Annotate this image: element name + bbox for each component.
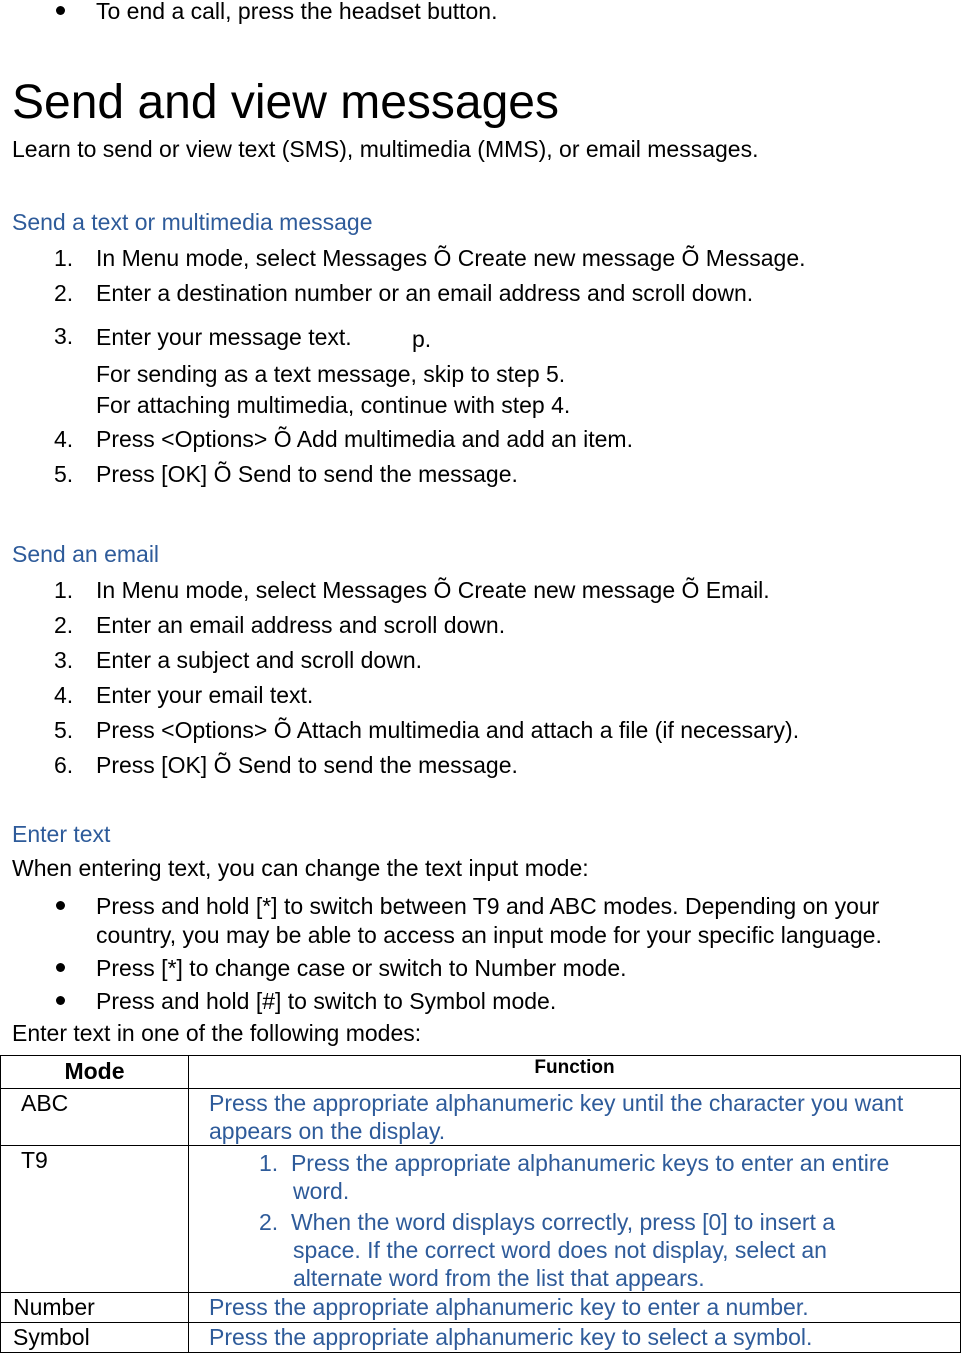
table-row <box>1 1146 961 1293</box>
intro-text: Learn to send or view text (SMS), multimedia (MMS), or email messages. <box>12 136 759 162</box>
step-text: Press [OK] Õ Send to send the message. <box>96 752 518 778</box>
step-text: Enter a destination number or an email address and scroll down. <box>96 280 754 306</box>
list-item: 1. Press the appropriate alphanumeric keys to enter an entire word. <box>259 1150 890 1204</box>
step-text: Enter your message text. <box>96 324 352 350</box>
bullet-text: country, you may be able to access an input mode for your specific language. <box>96 922 882 948</box>
function-cell: Press the appropriate alphanumeric key to enter a number. <box>189 1293 961 1323</box>
t9-steps <box>189 1146 960 1292</box>
table-row <box>1 1089 961 1146</box>
section-intro: When entering text, you can change the text input mode: <box>12 855 589 881</box>
stray-text: p. <box>412 326 432 352</box>
mode-cell: Symbol <box>1 1323 189 1353</box>
list-item: 2. When the word displays correctly, press [0] to insert a space. If the correct word does not display, select an alternate word from the list that appears. <box>259 1209 836 1291</box>
mode-cell: T9 <box>1 1146 189 1293</box>
step-number: 3. <box>54 647 74 673</box>
table-row <box>1 1323 961 1353</box>
function-cell: Press the appropriate alphanumeric key to select a symbol. <box>189 1323 961 1353</box>
table-header-mode: Mode <box>1 1056 189 1089</box>
section-heading-email: Send an email <box>12 541 160 567</box>
function-cell: Press the appropriate alphanumeric key until the character you want appears on the display. <box>189 1089 961 1146</box>
step-subtext: For attaching multimedia, continue with step 4. <box>96 392 571 418</box>
step-text: Enter a subject and scroll down. <box>96 647 423 673</box>
step-number: 2. <box>54 280 74 306</box>
table-header-function: Function <box>189 1056 961 1089</box>
function-cell <box>189 1146 961 1293</box>
bullet-text: Press and hold [#] to switch to Symbol mode. <box>96 988 557 1014</box>
bullet-dot <box>56 6 65 15</box>
step-number: 4. <box>54 426 74 452</box>
mode-cell: Number <box>1 1293 189 1323</box>
step-number: 4. <box>54 682 74 708</box>
step-text: Press <Options> Õ Add multimedia and add an item. <box>96 426 633 452</box>
step-text: In Menu mode, select Messages Õ Create new message Õ Email. <box>96 577 770 603</box>
step-number: 2. <box>54 612 74 638</box>
step-number: 1. <box>54 577 74 603</box>
step-text: Enter an email address and scroll down. <box>96 612 506 638</box>
step-number: 1. <box>54 245 74 271</box>
bullet-text: Press and hold [*] to switch between T9 and ABC modes. Depending on your <box>96 893 880 919</box>
bullet-dot <box>56 901 65 910</box>
bullet-dot <box>56 963 65 972</box>
mode-cell: ABC <box>1 1089 189 1146</box>
table-intro: Enter text in one of the following modes: <box>12 1020 422 1046</box>
step-text: Press <Options> Õ Attach multimedia and attach a file (if necessary). <box>96 717 800 743</box>
step-number: 5. <box>54 717 74 743</box>
step-text: Press [OK] Õ Send to send the message. <box>96 461 518 487</box>
step-number: 5. <box>54 461 74 487</box>
top-bullet-text: To end a call, press the headset button. <box>96 0 498 24</box>
page-title: Send and view messages <box>12 76 559 129</box>
step-text: Enter your email text. <box>96 682 314 708</box>
section-heading-sms: Send a text or multimedia message <box>12 209 373 235</box>
step-number: 6. <box>54 752 74 778</box>
table-row <box>1 1293 961 1323</box>
section-heading-enter-text: Enter text <box>12 821 111 847</box>
step-subtext: For sending as a text message, skip to step 5. <box>96 361 566 387</box>
step-text: In Menu mode, select Messages Õ Create new message Õ Message. <box>96 245 806 271</box>
step-number: 3. <box>54 323 74 349</box>
bullet-text: Press [*] to change case or switch to Number mode. <box>96 955 627 981</box>
table-header-row <box>1 1056 961 1089</box>
modes-table <box>0 1055 961 1353</box>
bullet-dot <box>56 996 65 1005</box>
